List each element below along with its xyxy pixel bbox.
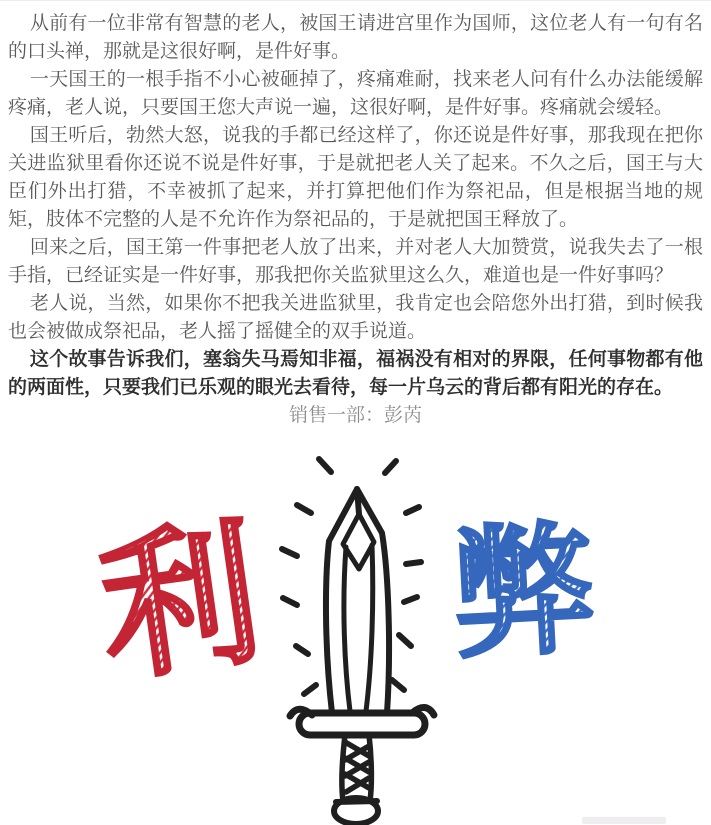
story-paragraph-2: 一天国王的一根手指不小心被砸掉了，疼痛难耐，找来老人问有什么办法能缓解疼痛，老人说，只要国王您大声说一遍，这很好啊，是件好事。疼痛就会缓轻。: [8, 69, 703, 118]
story-paragraph-3: 国王听后，勃然大怒，说我的手都已经这样了，你还说是件好事，那我现在把你关进监狱里看你还说不说是件好事，于是就把老人关了起来。不久之后，国王与大臣们外出打猎，不幸被抓了起来，并打算把他们作为祭祀品，但是根据当地的规矩，肢体不完整的人是不允许作为祭祀品的，于是就把国王释放了。: [8, 125, 703, 230]
story-paragraph-5: 老人说，当然，如果你不把我关进监狱里，我肯定也会陪您外出打猎，到时候我也会被做成祭祀品，老人摇了摇健全的双手说道。: [8, 293, 703, 342]
story-article: [0, 1, 711, 430]
sword-crossguard: [290, 707, 434, 735]
sword-illustration: [0, 421, 711, 825]
moral-paragraph: 这个故事告诉我们，塞翁失马焉知非福，福祸没有相对的界限，任何事物都有他的两面性，只要我们已乐观的眼光去看待，每一片乌云的背后都有阳光的存在。: [8, 349, 703, 398]
story-paragraph-1: 从前有一位非常有智慧的老人，被国王请进宫里作为国师，这位老人有一句有名的口头禅，那就是这很好啊，是件好事。: [8, 13, 703, 62]
sword-pommel: [334, 798, 378, 824]
sword-illustration-svg: [0, 421, 711, 825]
sword-blade: [326, 489, 389, 713]
sword-grip: [342, 735, 371, 801]
sword-icon: [290, 489, 434, 824]
story-paragraph-4: 回来之后，国王第一件事把老人放了出来，并对老人大加赞赏，说我失去了一根手指，已经证实是一件好事，那我把你关监狱里这么久，难道也是一件好事吗？: [8, 237, 703, 286]
harm-character: 弊: [448, 509, 600, 677]
benefit-character: 利: [89, 504, 271, 702]
watermark: [582, 817, 666, 824]
byline: 销售一部：彭芮: [288, 405, 422, 426]
